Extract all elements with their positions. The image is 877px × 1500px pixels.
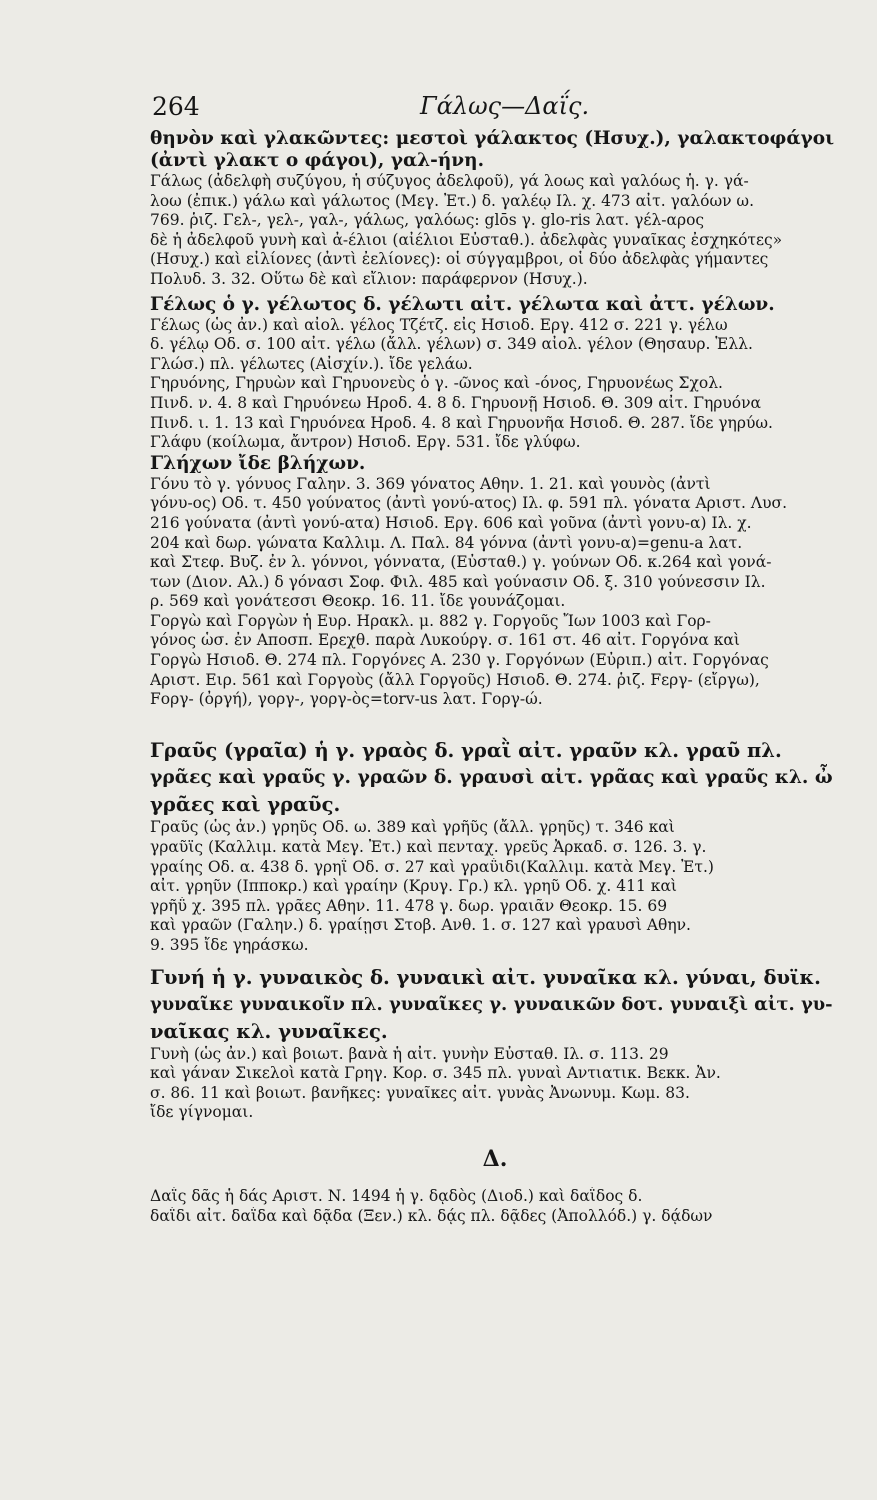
entry-galos (150, 128, 840, 290)
entry-line: σ. 86. 11 καὶ βοιωτ. βανῆκες: γυναῖκες αἰτ. γυνὰς Ἀνωνυμ. Κωμ. 83. (150, 1083, 690, 1102)
entry-line: (Ησυχ.) καὶ εἰλίονες (ἀντὶ ἐελίονες): οἱ σύγγαμβροι, οἱ δύο ἀδελφὰς γήμαντες (150, 250, 769, 269)
entry-line: καὶ γάναν Σικελοὶ κατὰ Γρηγ. Κορ. σ. 345 πλ. γυναὶ Αντιατικ. Βεκκ. Ἀν. (150, 1064, 721, 1083)
entry-glechon (150, 453, 840, 730)
entry-line: 216 γούνατα (ἀντὶ γονύ-ατα) Ησιοδ. Εργ. 606 καὶ γοῦνα (ἀντὶ γονυ-α) Ιλ. χ. (150, 513, 752, 532)
entry-line: γυναῖκε γυναικοῖν πλ. γυναῖκες γ. γυναικῶν δοτ. γυναιξὶ αἰτ. γυ- (150, 993, 833, 1015)
entry-line: 9. 395 ἴδε γηράσκω. (150, 936, 309, 954)
entry-line: Γόνυ τὸ γ. γόνυος Γαλην. 3. 369 γόνατος Αθην. 1. 21. καὶ γουνὸς (ἀντὶ (150, 474, 711, 493)
entry-line: δὲ ἡ ἀδελφοῦ γυνὴ καὶ ἀ-έλιοι (αἰέλιοι Εὐσταθ.). ἀδελφὰς γυναῖκας ἐσχηκότες» (150, 230, 783, 249)
entry-line: Δαΐς δᾶς ἡ δάς Αριστ. Ν. 1494 ἡ γ. δᾳδὸς (Διοδ.) καὶ δαΐδος δ. (150, 1186, 643, 1205)
entry-line: Πινδ. ν. 4. 8 καὶ Γηρυόνεω Ηροδ. 4. 8 δ. Γηρυονῇ Ησιοδ. Θ. 309 αἰτ. Γηρυόνα (150, 393, 761, 412)
entry-line: Γλώσ.) πλ. γέλωτες (Αἰσχίν.). ἴδε γελάω. (150, 354, 473, 373)
entry-line: Γηρυόνης, Γηρυὼν καὶ Γηρυονεὺς ὁ γ. -ῶνος καὶ -όνος, Γηρυονέως Σχολ. (150, 374, 723, 393)
entry-line: Γέλως ὁ γ. γέλωτος δ. γέλωτι αἰτ. γέλωτα καὶ ἀττ. γέλων. (150, 293, 775, 315)
entry-line: Γυνή ἡ γ. γυναικὸς δ. γυναικὶ αἰτ. γυναῖκα κλ. γύναι, δυϊκ. (150, 965, 821, 989)
entry-line: (ἀντὶ γλακτ ο φάγοι), γαλ-ήνη. (150, 150, 485, 171)
entry-line: θηνὸν καὶ γλακῶντες: μεστοὶ γάλακτος (Ησυχ.), γαλακτοφάγοι (150, 128, 835, 149)
entry-gyne (150, 964, 840, 1123)
entry-line: λοω (ἐπικ.) γάλω καὶ γάλωτος (Μεγ. Ἐτ.) δ. γαλέῳ Ιλ. χ. 473 αἰτ. γαλόων ω. (150, 191, 755, 210)
entry-line: ρ. 569 καὶ γονάτεσσι Θεοκρ. 16. 11. ἴδε γουνάζομαι. (150, 592, 566, 611)
entry-line: γρᾶες καὶ γραῦς. (150, 793, 341, 817)
entry-line: Γραῦς (γραῖα) ἡ γ. γραὸς δ. γραῒ αἰτ. γραῦν κλ. γραῦ πλ. (150, 739, 782, 763)
entry-line: Fοργ- (ὀργή), γοργ-, γοργ-ὸς=torv-us λατ. Γοργ-ώ. (150, 690, 543, 709)
entry-line: ἴδε γίγνομαι. (150, 1103, 254, 1122)
page-header (150, 92, 830, 126)
running-title: Γάλως—Δαΐς. (420, 92, 590, 120)
entry-line: Πολυδ. 3. 32. Οὕτω δὲ καὶ εἴλιον: παράφερνον (Ησυχ.). (150, 269, 588, 288)
entry-gelos (150, 294, 840, 453)
entry-line: δαΐδι αἰτ. δαΐδα καὶ δᾷδα (Ξεν.) κλ. δᾴς πλ. δᾷδες (Ἀπολλόδ.) γ. δᾴδων (150, 1206, 713, 1225)
entry-line: Γλάφυ (κοίλωμα, ἄντρον) Ησιοδ. Εργ. 531. ἴδε γλύφω. (150, 433, 581, 452)
entry-line: 769. ῥιζ. Γελ-, γελ-, γαλ-, γάλως, γαλόως: glōs γ. glo-ris λατ. γέλ-αρος (150, 211, 705, 230)
entry-line: καὶ γραῶν (Γαλην.) δ. γραίῃσι Στοβ. Ανθ. 1. σ. 127 καὶ γραυσὶ Αθην. (150, 916, 691, 935)
entry-line: αἰτ. γρηῦν (Ιπποκρ.) καὶ γραίην (Κρυγ. Γρ.) κλ. γρηῦ Οδ. χ. 411 καὶ (150, 877, 678, 896)
entry-line: γρῆΰ χ. 395 πλ. γρᾶες Αθην. 11. 478 γ. δωρ. γραιᾶν Θεοκρ. 15. 69 (150, 896, 668, 915)
page-number: 264 (152, 92, 200, 121)
entry-graus (150, 737, 840, 955)
entry-line: γρᾶες καὶ γραῦς γ. γραῶν δ. γραυσὶ αἰτ. γρᾶας καὶ γραῦς κλ. ὦ (150, 766, 833, 789)
entry-line: 204 καὶ δωρ. γώνατα Καλλιμ. Λ. Παλ. 84 γόννα (ἀντὶ γονυ-α)=genu-a λατ. (150, 533, 743, 552)
entry-line: γραίης Οδ. α. 438 δ. γρηῒ Οδ. σ. 27 καὶ γραΰιδι(Καλλιμ. κατὰ Μεγ. Ἐτ.) (150, 857, 714, 876)
entry-line: γόνυ-ος) Οδ. τ. 450 γούνατος (ἀντὶ γονύ-ατος) Ιλ. φ. 591 πλ. γόνατα Αριστ. Λυσ. (150, 494, 787, 513)
entry-line: των (Διον. Αλ.) δ γόνασι Σοφ. Φιλ. 485 καὶ γούνασιν Οδ. ξ. 310 γούνεσσιν Ιλ. (150, 572, 766, 591)
entry-line: Γυνὴ (ὡς ἀν.) καὶ βοιωτ. βανὰ ἡ αἰτ. γυνὴν Εὐσταθ. Ιλ. σ. 113. 29 (150, 1044, 669, 1063)
section-letter: Δ. (482, 1145, 508, 1172)
entry-line (150, 710, 840, 730)
page-body (150, 128, 840, 1226)
entry-line: Γοργὼ Ησιοδ. Θ. 274 πλ. Γοργόνες Α. 230 γ. Γοργόνων (Εὐριπ.) αἰτ. Γοργόνας (150, 651, 769, 670)
entry-line: Αριστ. Ειρ. 561 καὶ Γοργοὺς (ἄλλ Γοργοῦς) Ησιοδ. Θ. 274. ῥιζ. Fεργ- (εἴργω), (150, 670, 760, 689)
entry-line: ναῖκας κλ. γυναῖκες. (150, 1019, 388, 1043)
entry-line: Γοργὼ καὶ Γοργὼν ἡ Ευρ. Ηρακλ. μ. 882 γ. Γοργοῦς Ἴων 1003 καὶ Γορ- (150, 611, 711, 630)
entry-line: καὶ Στεφ. Βυζ. ἐν λ. γόννοι, γόννατα, (Εὐσταθ.) γ. γούνων Οδ. κ.264 καὶ γονά- (150, 553, 772, 572)
entry-line: Γραῦς (ὡς ἀν.) γρηῦς Οδ. ω. 389 καὶ γρῆῦς (ἄλλ. γρηῦς) τ. 346 καὶ (150, 818, 675, 837)
entry-line: Γέλως (ὡς ἀν.) καὶ αἰολ. γέλος Τζέτζ. εἰς Ησιοδ. Εργ. 412 σ. 221 γ. γέλω (150, 315, 728, 334)
entry-line: Γλήχων ἴδε βλήχων. (150, 452, 366, 474)
entry-line: γόνος ὡσ. ἐν Αποσπ. Ερεχθ. παρὰ Λυκούργ. σ. 161 στ. 46 αἰτ. Γοργόνα καὶ (150, 631, 740, 650)
entry-dais (150, 1187, 840, 1226)
entry-line: Πινδ. ι. 1. 13 καὶ Γηρυόνεα Ηροδ. 4. 8 καὶ Γηρυονῆα Ησιοδ. Θ. 287. ἴδε γηρύω. (150, 413, 773, 432)
entry-line: γραῦϊς (Καλλιμ. κατὰ Μεγ. Ἐτ.) καὶ πενταχ. γρεῦς Ἀρκαδ. σ. 126. 3. γ. (150, 838, 707, 857)
entry-line: δ. γέλῳ Οδ. σ. 100 αἰτ. γέλω (ἄλλ. γέλων) σ. 349 αἰολ. γέλον (Θησαυρ. Ἑλλ. (150, 335, 753, 354)
entry-line: Γάλως (ἀδελφὴ συζύγου, ἡ σύζυγος ἀδελφοῦ), γά λοως καὶ γαλόως ἡ. γ. γά- (150, 172, 749, 190)
